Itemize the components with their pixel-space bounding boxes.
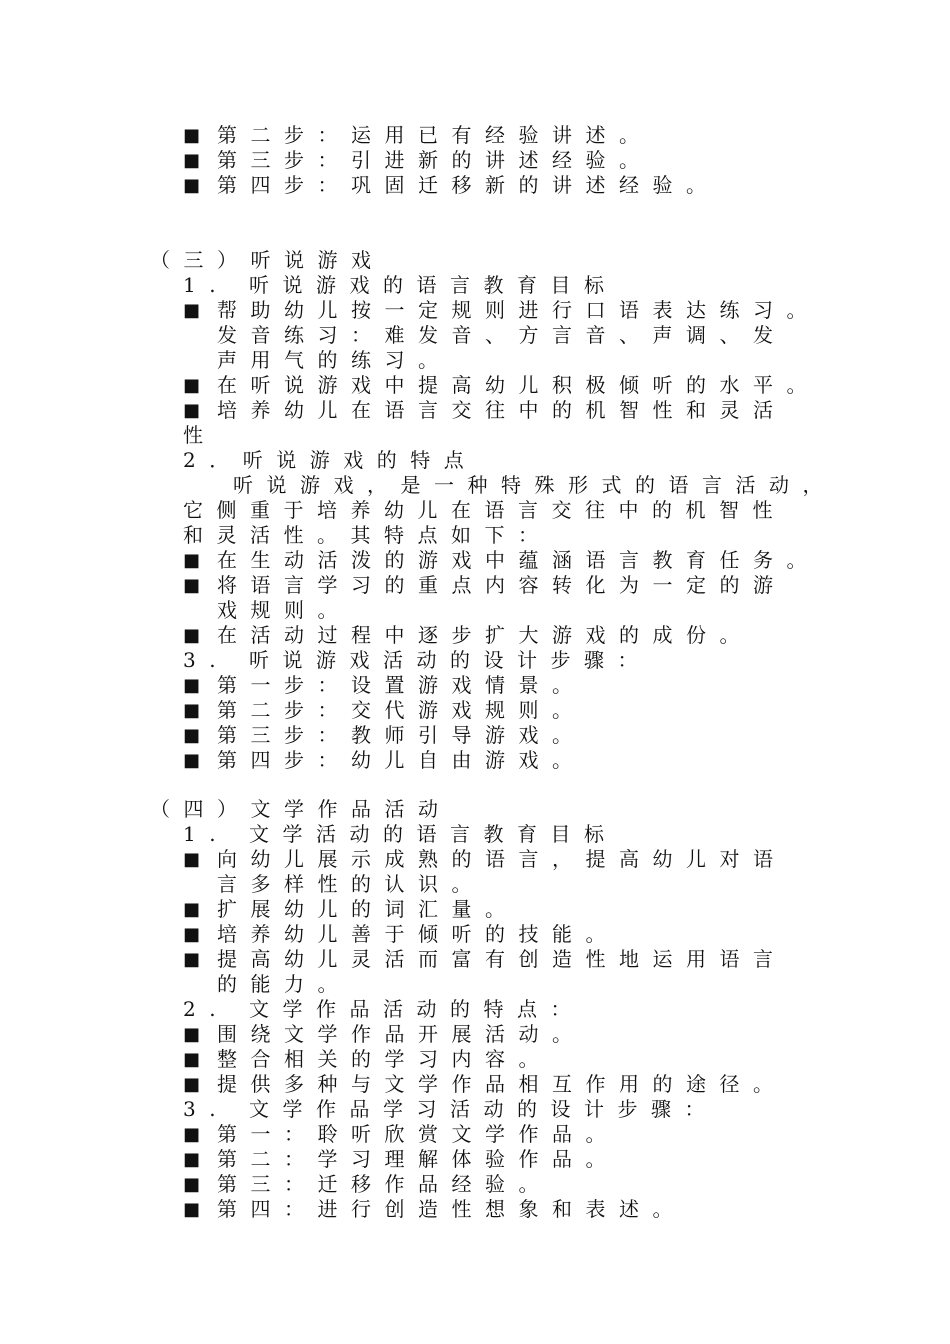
list-item: 将语言学习的重点内容转化为一定的游 (217, 573, 787, 597)
bullet-marker: ■ (183, 849, 201, 870)
step-item: 第二步：运用已有经验讲述。 (217, 123, 653, 147)
step-item: 第一：聆听欣赏文学作品。 (217, 1122, 619, 1146)
bullet-marker: ■ (183, 1024, 201, 1045)
step-item: 第四：进行创造性想象和表述。 (217, 1197, 686, 1221)
bullet-marker: ■ (183, 949, 201, 970)
bullet-marker: ■ (183, 1199, 201, 1220)
paragraph-line: 和灵活性。其特点如下： (183, 523, 552, 547)
bullet-marker: ■ (183, 300, 201, 321)
list-item-continued: 性 (183, 423, 217, 447)
list-item-continued: 的能力。 (217, 972, 351, 996)
step-item: 第三步：教师引导游戏。 (217, 723, 586, 747)
list-item: 在活动过程中逐步扩大游戏的成份。 (217, 623, 753, 647)
bullet-marker: ■ (183, 675, 201, 696)
bullet-marker: ■ (183, 550, 201, 571)
list-item: 整合相关的学习内容。 (217, 1047, 552, 1071)
subsection-title: 2．听说游戏的特点 (183, 448, 478, 472)
bullet-marker: ■ (183, 375, 201, 396)
list-item-continued: 声用气的练习。 (217, 348, 452, 372)
subsection-title: 1. 文学活动的语言教育目标 (183, 822, 618, 846)
step-item: 第三步：引进新的讲述经验。 (217, 148, 653, 172)
section-heading: （四）文学作品活动 (150, 797, 452, 821)
step-item: 第一步：设置游戏情景。 (217, 673, 586, 697)
bullet-marker: ■ (183, 1124, 201, 1145)
subsection-title: 2. 文学作品活动的特点： (183, 997, 584, 1021)
bullet-marker: ■ (183, 899, 201, 920)
subsection-title: 1. 听说游戏的语言教育目标 (183, 273, 618, 297)
bullet-marker: ■ (183, 575, 201, 596)
bullet-marker: ■ (183, 1149, 201, 1170)
list-item-continued: 发音练习：难发音、方言音、声调、发 (217, 323, 787, 347)
list-item: 提供多种与文学作品相互作用的途径。 (217, 1072, 787, 1096)
bullet-marker: ■ (183, 924, 201, 945)
step-item: 第四步：幼儿自由游戏。 (217, 748, 586, 772)
paragraph-line: 它侧重于培养幼儿在语言交往中的机智性 (183, 498, 786, 522)
list-item: 向幼儿展示成熟的语言，提高幼儿对语 (217, 847, 787, 871)
bullet-marker: ■ (183, 1049, 201, 1070)
bullet-marker: ■ (183, 700, 201, 721)
bullet-marker: ■ (183, 1074, 201, 1095)
step-item: 第二步：交代游戏规则。 (217, 698, 586, 722)
bullet-marker: ■ (183, 750, 201, 771)
list-item-continued: 言多样性的认识。 (217, 872, 485, 896)
bullet-marker: ■ (183, 400, 201, 421)
list-item: 培养幼儿在语言交往中的机智性和灵活 (217, 398, 787, 422)
list-item-continued: 戏规则。 (217, 598, 351, 622)
subsection-title: 3. 文学作品学习活动的设计步骤： (183, 1097, 718, 1121)
paragraph-line: 听说游戏，是一种特殊形式的语言活动， (233, 473, 836, 497)
bullet-marker: ■ (183, 725, 201, 746)
list-item: 在听说游戏中提高幼儿积极倾听的水平。 (217, 373, 820, 397)
step-item: 第四步：巩固迁移新的讲述经验。 (217, 173, 720, 197)
step-item: 第二：学习理解体验作品。 (217, 1147, 619, 1171)
section-heading: （三）听说游戏 (150, 248, 385, 272)
list-item: 提高幼儿灵活而富有创造性地运用语言 (217, 947, 787, 971)
list-item: 帮助幼儿按一定规则进行口语表达练习。 (217, 298, 820, 322)
bullet-marker: ■ (183, 625, 201, 646)
step-item: 第三：迁移作品经验。 (217, 1172, 552, 1196)
subsection-title: 3. 听说游戏活动的设计步骤： (183, 648, 651, 672)
bullet-marker: ■ (183, 1174, 201, 1195)
list-item: 培养幼儿善于倾听的技能。 (217, 922, 619, 946)
bullet-marker: ■ (183, 125, 201, 146)
list-item: 围绕文学作品开展活动。 (217, 1022, 586, 1046)
bullet-marker: ■ (183, 175, 201, 196)
list-item: 在生动活泼的游戏中蕴涵语言教育任务。 (217, 548, 820, 572)
list-item: 扩展幼儿的词汇量。 (217, 897, 519, 921)
bullet-marker: ■ (183, 150, 201, 171)
